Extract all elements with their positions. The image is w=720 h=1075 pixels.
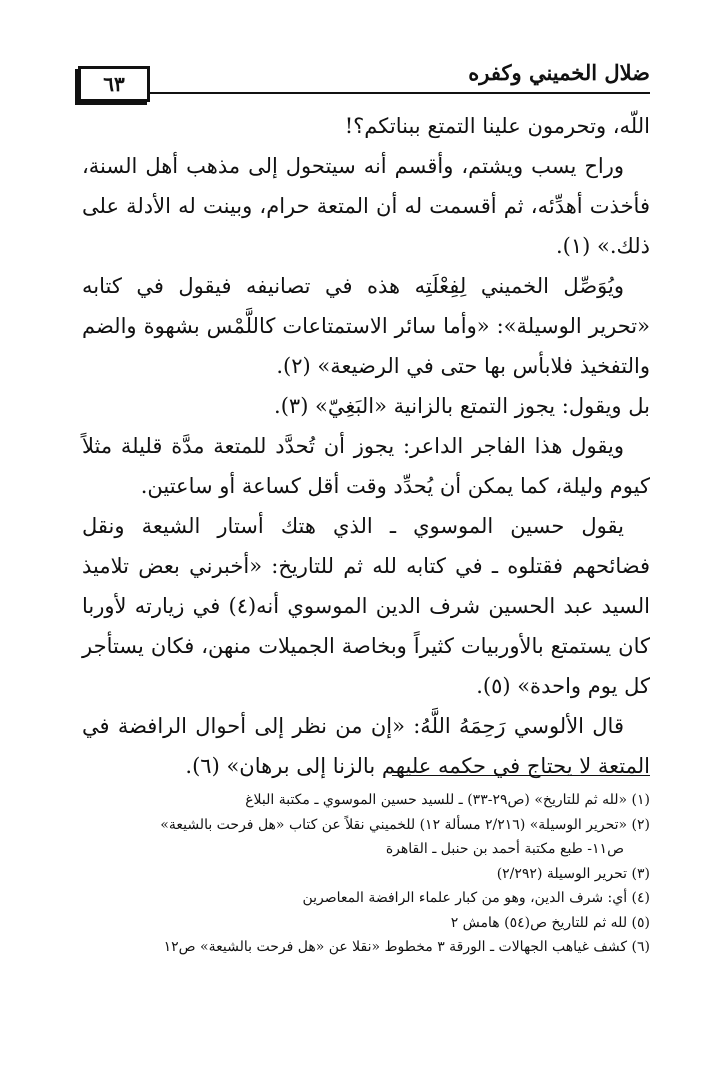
footnote: (١) «لله ثم للتاريخ» (ص٢٩-٣٣) ـ للسيد حسين الموسوي ـ مكتبة البلاغ	[245, 792, 650, 808]
page-number: ٦٣	[78, 66, 150, 102]
footnote: (٦) كشف غياهب الجهالات ـ الورقة ٣ مخطوط «نقلا عن «هل فرحت بالشيعة» ص١٢	[163, 939, 650, 955]
header-rule	[150, 92, 650, 94]
paragraph: بل ويقول: يجوز التمتع بالزانية «البَغِيّ» (٣).	[274, 394, 650, 418]
paragraph: ويقول هذا الفاجر الداعر: يجوز أن تُحدَّد للمتعة مدَّة قليلة مثلاً كيوم وليلة، كما يمكن أن يُحدِّد وقت أقل كساعة أو ساعتين.	[82, 434, 650, 498]
text-line-continuation: اللّه، وتحرمون علينا التمتع ببناتكم؟!	[344, 114, 650, 138]
running-title: ضلال الخميني وكفره	[468, 60, 650, 85]
paragraph: ويُوَصِّل الخميني لِفِعْلَتِه هذه في تصانيفه فيقول في كتابه «تحرير الوسيلة»: «وأما سائر الاستمتاعات كاللَّمْس بشهوة والضم والتفخيذ فلابأس بها حتى في الرضيعة» (٢).	[82, 274, 650, 378]
paragraph: قال الألوسي رَحِمَهُ اللَّهُ: «إن من نظر إلى أحوال الرافضة في المتعة لا يحتاج في حكمه عليهم بالزنا إلى برهان» (٦).	[82, 714, 650, 778]
footnote: (٥) لله ثم للتاريخ ص(٥٤) هامش ٢	[450, 914, 650, 931]
footnote-continuation: ص١١- طبع مكتبة أحمد بن حنبل ـ القاهرة	[385, 841, 624, 857]
page-header	[78, 58, 650, 104]
paragraph: وراح يسب ويشتم، وأقسم أنه سيتحول إلى مذهب أهل السنة، فأخذت أهدِّئه، ثم أقسمت له أن المتعة حرام، وبينت له الأدلة على ذلك.» (١).	[82, 154, 650, 258]
footnote: (٢) «تحرير الوسيلة» (٢/٢١٦ مسألة ١٢) للخميني نقلاً عن كتاب «هل فرحت بالشيعة»	[160, 816, 650, 833]
main-text	[82, 106, 650, 786]
footnote-separator	[392, 775, 650, 776]
footnotes	[82, 788, 650, 960]
footnote: (٣) تحرير الوسيلة (٢/٢٩٢)	[496, 865, 650, 882]
paragraph: يقول حسين الموسوي ـ الذي هتك أستار الشيعة ونقل فضائحهم فقتلوه ـ في كتابه لله ثم للتاريخ: «أخبرني بعض تلاميذ السيد عبد الحسين شرف الدين الموسوي أنه(٤) في زيارته لأوربا كان يستمتع بالأوربيات كثيراً وبخاصة الجميلات منهن، فكان يستأجر كل يوم واحدة» (٥).	[82, 514, 650, 698]
footnote: (٤) أي: شرف الدين، وهو من كبار علماء الرافضة المعاصرين	[302, 890, 650, 906]
